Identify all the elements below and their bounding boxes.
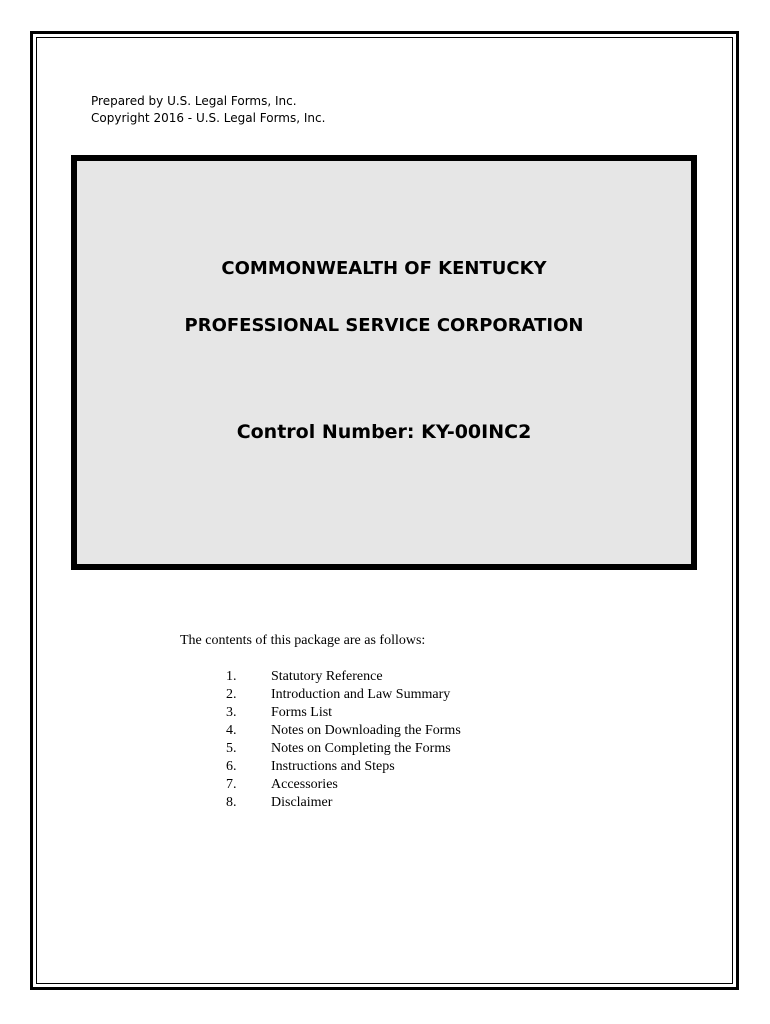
prepared-by-block xyxy=(91,93,325,127)
item-number: 6. xyxy=(226,759,237,774)
list-item xyxy=(180,722,461,740)
prepared-by-text: Prepared by U.S. Legal Forms, Inc. xyxy=(91,94,297,108)
item-number: 8. xyxy=(226,795,237,810)
item-number: 5. xyxy=(226,741,237,756)
item-label: Introduction and Law Summary xyxy=(271,687,451,702)
contents-section xyxy=(180,632,461,812)
copyright-text: Copyright 2016 - U.S. Legal Forms, Inc. xyxy=(91,111,326,125)
list-item xyxy=(180,704,425,722)
item-label: Accessories xyxy=(271,777,338,792)
item-label: Notes on Downloading the Forms xyxy=(271,723,461,738)
item-label: Forms List xyxy=(271,705,333,720)
item-number: 7. xyxy=(226,777,237,792)
contents-list xyxy=(180,668,461,812)
contents-intro: The contents of this package are as follows: xyxy=(180,633,426,648)
list-item xyxy=(180,758,425,776)
item-number: 3. xyxy=(226,705,237,720)
item-number: 4. xyxy=(226,723,237,738)
item-number: 2. xyxy=(226,687,237,702)
title-box xyxy=(71,155,697,570)
list-item xyxy=(180,686,451,704)
list-item xyxy=(180,794,425,812)
list-item xyxy=(180,776,425,794)
item-label: Notes on Completing the Forms xyxy=(271,741,451,756)
item-label: Statutory Reference xyxy=(271,669,383,684)
list-item xyxy=(180,668,425,686)
item-label: Instructions and Steps xyxy=(271,759,395,774)
item-number: 1. xyxy=(226,669,237,684)
item-label: Disclaimer xyxy=(271,795,333,810)
list-item xyxy=(180,740,451,758)
jurisdiction-title: COMMONWEALTH OF KENTUCKY xyxy=(221,258,547,279)
document-type-title: PROFESSIONAL SERVICE CORPORATION xyxy=(184,315,584,336)
control-number: Control Number: KY-00INC2 xyxy=(236,421,532,443)
